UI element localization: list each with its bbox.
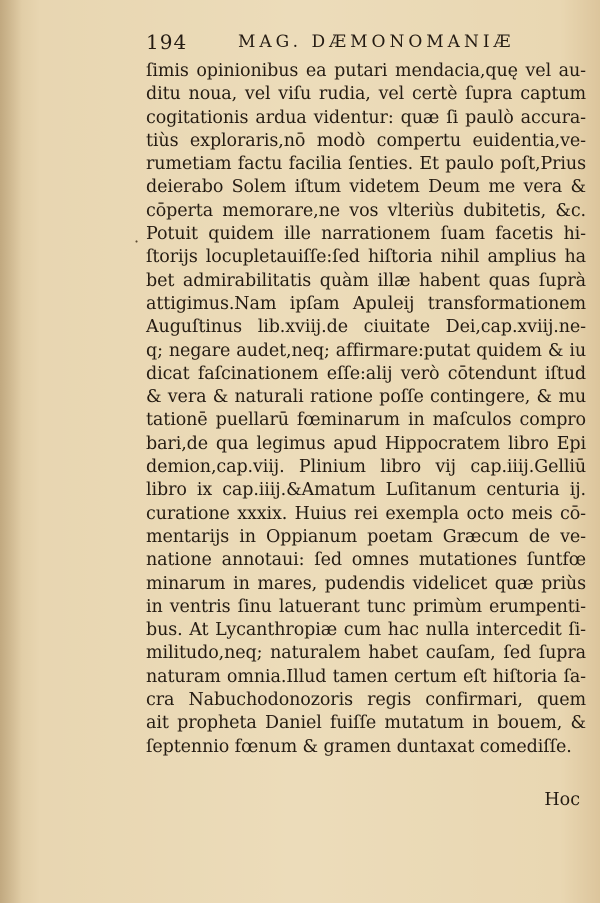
running-head: MAG. DÆMONOMANIÆ (238, 32, 515, 52)
text-line: tationē puellarū fœminarum in maſculos compro (146, 410, 586, 431)
text-line: mentarijs in Oppianum poetam Græcum de ve- (146, 526, 586, 547)
gutter-shadow (0, 0, 22, 903)
text-line: bari,de qua legimus apud Hippocratem libro Epi (146, 433, 586, 454)
text-line: & vera & naturali ratione poſſe contingere, & mu (146, 387, 586, 408)
text-line: cogitationis ardua videntur: quæ ſi paulò accura- (146, 107, 586, 128)
catchword: Hoc (544, 790, 580, 810)
text-line: rumetiam factu facilia ſenties. Et paulo poſt,Prius (146, 154, 586, 175)
text-line: ſimis opinionibus ea putari mendacia,quę vel au- (146, 61, 586, 81)
text-line: Auguſtinus lib.xviij.de ciuitate Dei,cap.xviij.ne- (146, 317, 586, 338)
text-line: libro ix cap.iiij.&Amatum Luſitanum centuria ij. (146, 480, 586, 501)
text-line: q; negare audet,neq; affirmare:putat quidem & iu (146, 340, 586, 361)
text-line: ait propheta Daniel fuiſſe mutatum in bouem, & (146, 713, 586, 734)
text-line: bet admirabilitatis quàm illæ habent quas ſuprà (146, 270, 586, 291)
page-number: 194 (146, 30, 188, 54)
text-line: minarum in mares, pudendis videlicet quæ priùs (146, 573, 586, 594)
body-text (146, 60, 586, 759)
text-line: cra Nabuchodonozoris regis confirmari, quem (146, 690, 586, 711)
margin-mark: · (134, 232, 140, 251)
text-line: curatione xxxix. Huius rei exempla octo meis cō- (146, 503, 586, 524)
text-line: tiùs exploraris,nō modò compertu euidentia,ve- (146, 130, 586, 151)
text-line: naturam omnia.Illud tamen certum eſt hiſtoria ſa- (146, 666, 586, 687)
text-line: ditu noua, vel viſu rudia, vel certè ſupra captum (146, 84, 586, 105)
text-line: natione annotaui: ſed omnes mutationes ſuntfœ (146, 550, 586, 571)
text-line: attigimus.Nam ipſam Apuleij transformationem (146, 293, 586, 314)
text-line: deierabo Solem iſtum videtem Deum me vera & (146, 177, 586, 198)
text-line: demion,cap.viij. Plinium libro vij cap.iiij.Gelliū (146, 457, 586, 478)
text-line: in ventris ſinu latuerant tunc primùm erumpenti- (146, 596, 586, 617)
page-header (146, 30, 566, 56)
text-line: bus. At Lycanthropiæ cum hac nulla intercedit ſi- (146, 620, 586, 641)
text-line: ſtorijs locupletauiſſe:ſed hiſtoria nihil amplius ha (146, 247, 586, 268)
text-line: militudo,neq; naturalem habet cauſam, ſed ſupra (146, 643, 586, 664)
text-line: dicat faſcinationem eſſe:alij verò cōtendunt iſtud (146, 363, 586, 384)
text-line: cōperta memorare,ne vos vlteriùs dubitetis, &c. (146, 200, 586, 221)
text-line: ſeptennio fœnum & gramen duntaxat comediſſe. (146, 736, 572, 757)
text-line: Potuit quidem ille narrationem ſuam facetis hi- (146, 224, 586, 245)
